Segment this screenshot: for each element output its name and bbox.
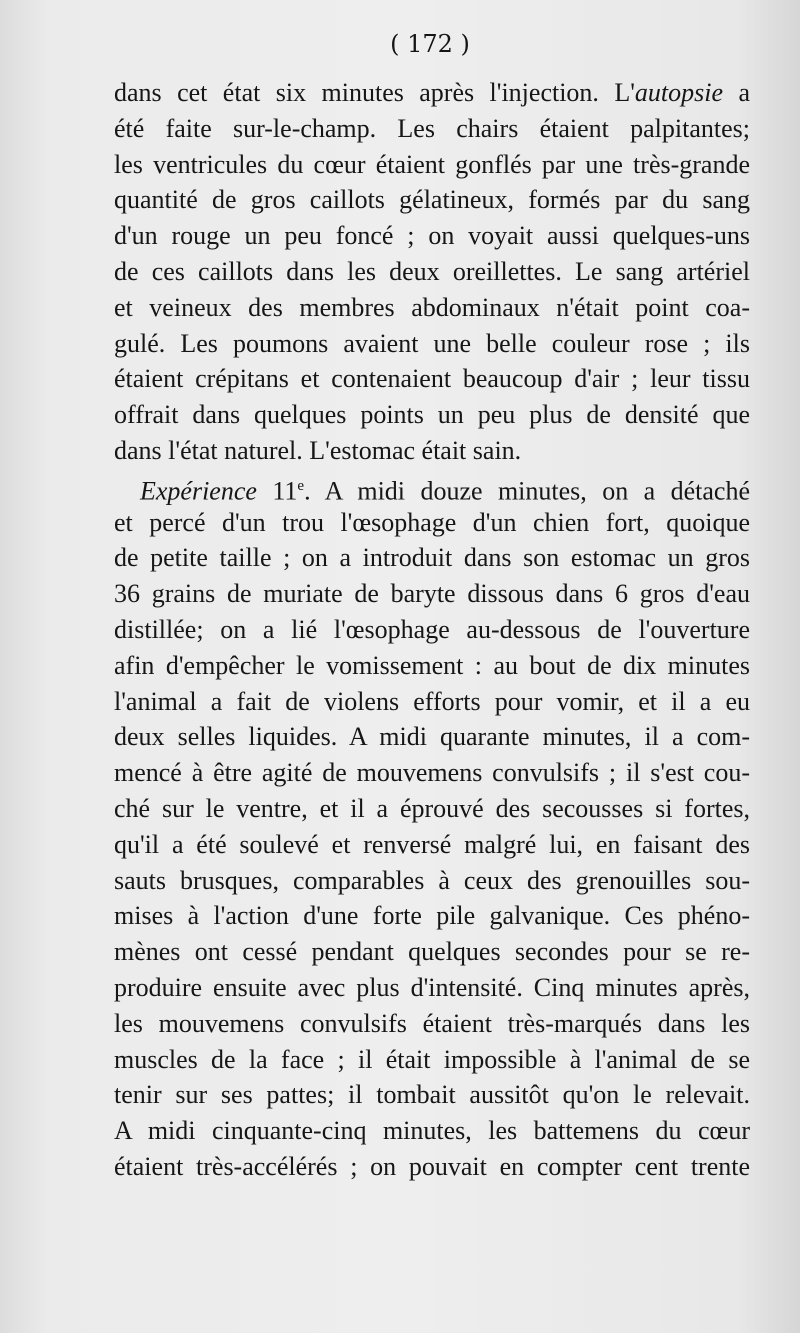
text-line [114, 290, 750, 326]
body-text [114, 75, 750, 1185]
text-segment: distillée; on a lié l'œsophage au-dessous de l'ouverture [114, 614, 750, 644]
text-segment: ché sur le ventre, et il a éprouvé des secousses si fortes, [114, 793, 750, 823]
text-segment: A midi cinquante-cinq minutes, les battemens du cœur [114, 1116, 750, 1146]
text-segment: les ventricules du cœur étaient gonflés par une très-grande [114, 149, 750, 179]
text-line [114, 684, 750, 720]
text-segment: a [723, 78, 750, 107]
text-segment: et veineux des membres abdominaux n'était point coa- [114, 292, 750, 322]
text-line [114, 182, 750, 218]
text-segment: mènes ont cessé pendant quelques secondes pour se re- [114, 937, 750, 967]
text-segment: 36 grains de muriate de baryte dissous dans 6 gros d'eau [114, 579, 750, 609]
text-line [114, 648, 750, 684]
text-line [114, 218, 750, 254]
text-line [114, 540, 750, 576]
italic-text: Expérience [140, 476, 257, 506]
text-line [114, 863, 750, 899]
text-line [114, 898, 750, 934]
text-segment: été faite sur-le-champ. Les chairs étaient palpitantes; [114, 113, 750, 143]
paragraph [114, 75, 750, 469]
text-line [114, 1042, 750, 1078]
text-segment: de petite taille ; on a introduit dans son estomac un gros [114, 543, 750, 573]
text-segment: 11 [256, 476, 298, 506]
text-line [114, 505, 750, 541]
text-line [114, 612, 750, 648]
text-line [114, 75, 750, 111]
text-line [114, 254, 750, 290]
text-segment: qu'il a été soulevé et renversé malgré lui, en faisant des [114, 829, 750, 859]
text-segment: offrait dans quelques points un peu plus de densité que [114, 400, 750, 430]
text-segment: l'animal a fait de violens efforts pour vomir, et il a eu [114, 686, 750, 716]
text-line [114, 1006, 750, 1042]
text-segment: et percé d'un trou l'œsophage d'un chien fort, quoique [114, 507, 750, 537]
text-segment: produire ensuite avec plus d'intensité. Cinq minutes après, [114, 972, 750, 1002]
text-segment: muscles de la face ; il était impossible à l'animal de se [114, 1044, 750, 1074]
italic-text: autopsie [634, 78, 724, 107]
text-line [114, 1149, 750, 1185]
text-segment: étaient crépitans et contenaient beaucoup d'air ; leur tissu [114, 364, 750, 394]
text-line [114, 1113, 750, 1149]
text-segment: tenir sur ses pattes; il tombait aussitôt qu'on le relevait. [114, 1080, 750, 1110]
text-line [114, 970, 750, 1006]
text-line [114, 469, 750, 505]
text-line [114, 719, 750, 755]
text-segment: . A midi douze minutes, on a détaché [304, 476, 750, 506]
text-line [114, 433, 750, 469]
text-segment: quantité de gros caillots gélatineux, formés par du sang [114, 185, 750, 215]
superscript-text: e [297, 477, 305, 494]
text-line [114, 326, 750, 362]
text-line [114, 791, 750, 827]
text-segment: deux selles liquides. A midi quarante minutes, il a com- [114, 722, 750, 752]
text-segment: sauts brusques, comparables à ceux des grenouilles sou- [114, 865, 750, 895]
text-line [114, 147, 750, 183]
text-segment: afin d'empêcher le vomissement : au bout de dix minutes [114, 650, 750, 680]
page-number: ( 172 ) [390, 30, 470, 58]
text-line [114, 827, 750, 863]
text-line [114, 111, 750, 147]
text-segment: dans cet état six minutes après l'injection. L' [114, 78, 635, 107]
text-segment: d'un rouge un peu foncé ; on voyait aussi quelques-uns [114, 221, 750, 251]
text-line [114, 1077, 750, 1113]
text-segment: mencé à être agité de mouvemens convulsifs ; il s'est cou- [114, 758, 750, 788]
text-line [114, 361, 750, 397]
paragraph [114, 469, 750, 1185]
text-line [114, 397, 750, 433]
text-line [114, 934, 750, 970]
text-segment: gulé. Les poumons avaient une belle couleur rose ; ils [114, 328, 750, 358]
text-line [114, 576, 750, 612]
text-line [114, 755, 750, 791]
text-segment: étaient très-accélérés ; on pouvait en compter cent trente [114, 1151, 750, 1181]
text-segment: les mouvemens convulsifs étaient très-marqués dans les [114, 1008, 750, 1038]
text-segment: de ces caillots dans les deux oreillettes. Le sang artériel [114, 256, 750, 286]
text-segment: dans l'état naturel. L'estomac était sain. [114, 435, 522, 465]
text-segment: mises à l'action d'une forte pile galvanique. Ces phéno- [114, 901, 750, 931]
